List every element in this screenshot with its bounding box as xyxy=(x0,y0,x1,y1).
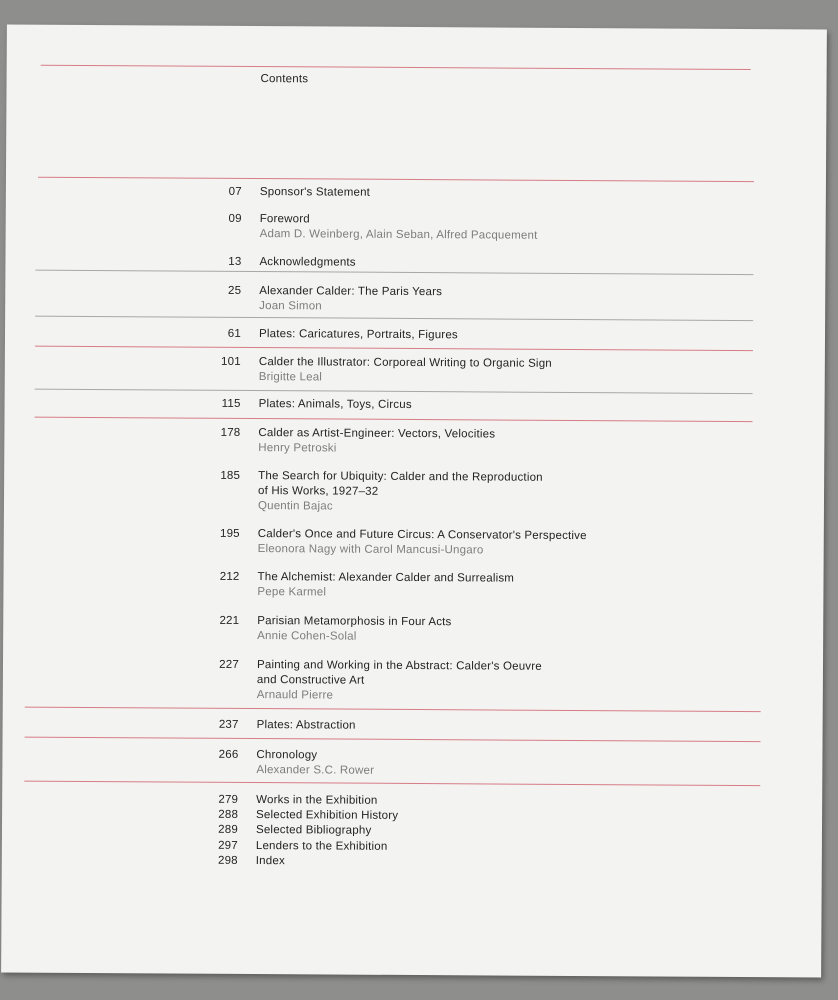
entry-title: Works in the Exhibition xyxy=(256,794,378,807)
toc-entry[interactable] xyxy=(6,254,826,269)
entry-title: Chronology xyxy=(256,749,318,762)
entry-title: Selected Exhibition History xyxy=(256,809,399,823)
page-number: 195 xyxy=(219,527,240,540)
entry-title: Alexander Calder: The Paris Years xyxy=(259,285,443,299)
back-matter-list xyxy=(2,792,822,873)
rule-8 xyxy=(24,781,760,786)
book-page xyxy=(1,25,827,978)
entry-title: Parisian Metamorphosis in Four Acts xyxy=(257,615,452,629)
page-number: 185 xyxy=(220,469,241,482)
entry-author: Pepe Karmel xyxy=(257,586,327,599)
toc-entry[interactable] xyxy=(5,282,825,313)
page-number: 237 xyxy=(218,718,239,731)
rule-6 xyxy=(25,707,761,712)
page-number: 221 xyxy=(219,614,240,627)
entry-author: Adam D. Weinberg, Alain Seban, Alfred Pacquement xyxy=(259,228,538,242)
entry-author: Quentin Bajac xyxy=(257,500,333,513)
page-number: 09 xyxy=(228,212,242,225)
entry-author: Alexander S.C. Rower xyxy=(256,764,375,777)
toc-entry[interactable] xyxy=(5,353,825,384)
rule-3 xyxy=(35,346,753,351)
page-number: 297 xyxy=(218,839,238,852)
toc-entry[interactable] xyxy=(5,395,825,411)
contents-heading: Contents xyxy=(260,73,309,86)
entry-title: Plates: Abstraction xyxy=(256,719,356,732)
entry-title: Calder's Once and Future Circus: A Conservator's Perspective xyxy=(257,528,587,543)
entry-author: Henry Petroski xyxy=(258,442,337,455)
entry-title: Plates: Animals, Toys, Circus xyxy=(258,398,412,411)
page-number: 212 xyxy=(219,570,240,583)
toc-entry[interactable] xyxy=(6,211,826,242)
toc-entry[interactable] xyxy=(4,568,824,599)
rule-4 xyxy=(35,389,753,394)
entry-title: Foreword xyxy=(259,213,310,226)
rule-below-heading xyxy=(38,177,754,182)
entry-title-line2: of His Works, 1927–32 xyxy=(258,485,379,498)
page-number: 178 xyxy=(220,426,241,439)
page-number: 101 xyxy=(221,355,241,368)
toc-entry[interactable] xyxy=(4,467,824,513)
entry-title: The Alchemist: Alexander Calder and Surrealism xyxy=(257,571,515,585)
rule-top xyxy=(41,65,751,70)
page-number: 61 xyxy=(227,327,242,340)
page-number: 25 xyxy=(228,284,242,297)
entry-title: Calder as Artist-Engineer: Vectors, Velocities xyxy=(258,427,496,441)
entry-author: Eleonora Nagy with Carol Mancusi-Ungaro xyxy=(257,543,484,557)
entry-title: Plates: Caricatures, Portraits, Figures xyxy=(258,328,458,342)
page-number: 227 xyxy=(219,658,240,671)
entry-author: Annie Cohen-Solal xyxy=(257,630,357,643)
rule-5 xyxy=(35,417,753,422)
toc-entry[interactable] xyxy=(3,716,823,732)
page-number: 13 xyxy=(228,255,242,268)
toc-entry[interactable] xyxy=(6,184,826,199)
entry-title: Painting and Working in the Abstract: Calder's Oeuvre xyxy=(256,659,542,673)
entry-title: Lenders to the Exhibition xyxy=(255,839,388,853)
toc-entry[interactable] xyxy=(4,424,824,455)
entry-author: Brigitte Leal xyxy=(258,371,323,384)
rule-2 xyxy=(35,316,753,321)
page-number: 298 xyxy=(217,854,238,867)
entry-title: Selected Bibliography xyxy=(255,824,372,838)
toc-entry[interactable] xyxy=(5,325,825,342)
toc-entry[interactable] xyxy=(3,612,823,643)
toc-entry[interactable] xyxy=(4,525,824,557)
page-number: 115 xyxy=(221,397,241,410)
page-number: 288 xyxy=(218,808,239,822)
page-number: 289 xyxy=(218,824,239,837)
entry-title: Index xyxy=(255,854,285,867)
toc-entry[interactable] xyxy=(3,656,823,702)
page-number: 266 xyxy=(218,748,239,761)
toc-entry[interactable] xyxy=(2,746,822,777)
page-number: 07 xyxy=(228,185,242,198)
entry-author: Joan Simon xyxy=(259,300,322,313)
entry-title: Calder the Illustrator: Corporeal Writing to Organic Sign xyxy=(258,356,552,370)
page-number: 279 xyxy=(218,793,239,806)
entry-author: Arnauld Pierre xyxy=(256,689,334,702)
entry-title: Acknowledgments xyxy=(259,256,356,269)
entry-title-line2: and Constructive Art xyxy=(256,674,365,687)
entry-title: The Search for Ubiquity: Calder and the Reproduction xyxy=(258,470,543,484)
rule-7 xyxy=(25,737,761,742)
entry-title: Sponsor's Statement xyxy=(259,186,371,199)
